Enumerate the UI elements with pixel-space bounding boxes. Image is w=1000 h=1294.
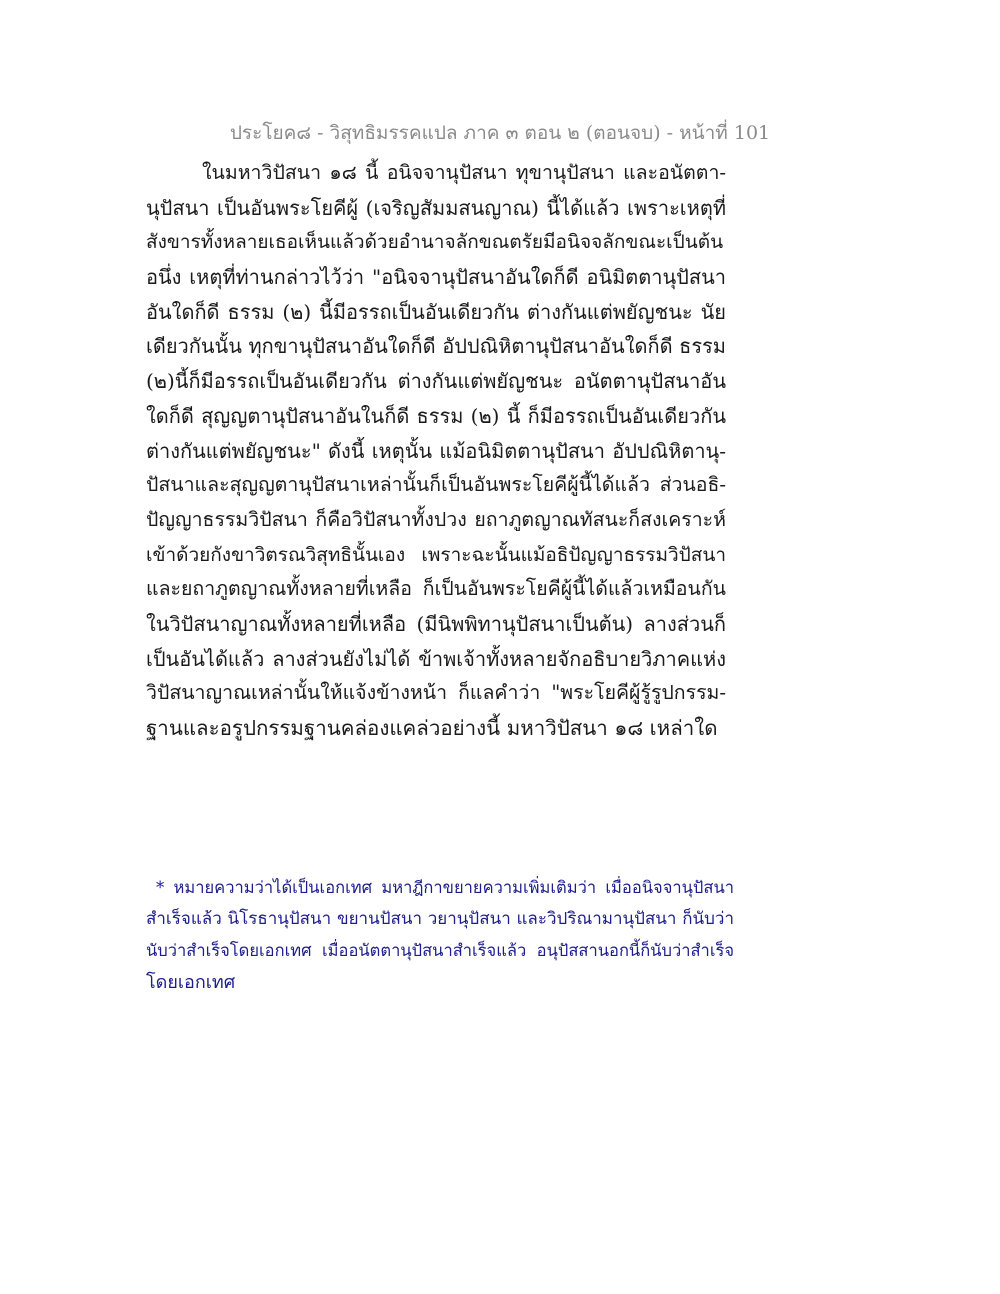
body-line-1: ในมหาวิปัสนา ๑๘ นี้ อนิจจานุปัสนา ทุขานุปัสนา และอนัตตา-	[202, 161, 726, 184]
running-head: ประโยค๘ - วิสุทธิมรรคแปล ภาค ๓ ตอน ๒ (ตอนจบ) - หน้าที่ 101	[229, 122, 771, 144]
body-line-14: ในวิปัสนาญาณทั้งหลายที่เหลือ (มีนิพพิทานุปัสนาเป็นต้น) ลางส่วนก็	[146, 611, 726, 636]
footnote-line-1: * หมายความว่าได้เป็นเอกเทศ มหาฎีกาขยายความเพิ่มเติมว่า เมื่ออนิจจานุปัสนา	[156, 878, 734, 897]
footnote-line-3: นับว่าสำเร็จโดยเอกเทศ เมื่ออนัตตานุปัสนาสำเร็จแล้ว อนุปัสสานอกนี้ก็นับว่าสำเร็จ	[146, 941, 734, 960]
body-line-4: อนึ่ง เหตุที่ท่านกล่าวไว้ว่า "อนิจจานุปัสนาอันใดก็ดี อนิมิตตานุปัสนา	[146, 265, 726, 290]
body-line-11: ปัญญาธรรมวิปัสนา ก็คือวิปัสนาทั้งปวง ยถาภูตญาณทัสนะก็สงเคราะห์	[146, 507, 726, 531]
body-line-5: อันใดก็ดี ธรรม (๒) นี้มีอรรถเป็นอันเดียวกัน ต่างกันแต่พยัญชนะ นัย	[146, 299, 726, 324]
footnote-line-2: สำเร็จแล้ว นิโรธานุปัสนา ขยานปัสนา วยานุปัสนา และวิปริณามานุปัสนา ก็นับว่า	[146, 908, 734, 929]
footnote	[146, 872, 734, 998]
body-line-9: ต่างกันแต่พยัญชนะ" ดังนี้ เหตุนั้น แม้อนิมิตตานุปัสนา อัปปณิหิตานุ-	[146, 438, 726, 463]
body-line-15: เป็นอันได้แล้ว ลางส่วนยังไม่ได้ ข้าพเจ้าทั้งหลายจักอธิบายวิภาคแห่ง	[146, 646, 726, 671]
footnote-line-4: โดยเอกเทศ	[146, 971, 236, 993]
body-line-8: ใดก็ดี สุญญตานุปัสนาอันในก็ดี ธรรม (๒) นี้ ก็มีอรรถเป็นอันเดียวกัน	[146, 403, 726, 428]
body-line-3: สังขารทั้งหลายเธอเห็นแล้วด้วยอำนาจลักขณตรัยมีอนิจจลักขณะเป็นต้น	[146, 231, 724, 254]
body-line-6: เดียวกันนั้น ทุกขานุปัสนาอันใดก็ดี อัปปณิหิตานุปัสนาอันใดก็ดี ธรรม	[146, 334, 726, 359]
body-line-2: นุปัสนา เป็นอันพระโยคีผู้ (เจริญสัมมสนญาณ) นี้ได้แล้ว เพราะเหตุที่	[146, 195, 726, 220]
body-line-12: เข้าด้วยกังขาวิตรณวิสุทธินั้นเอง เพราะฉะนั้นแม้อธิปัญญาธรรมวิปัสนา	[146, 543, 726, 566]
body-line-7: (๒)นี้ก็มีอรรถเป็นอันเดียวกัน ต่างกันแต่พยัญชนะ อนัตตานุปัสนาอัน	[146, 369, 726, 394]
main-paragraph	[146, 156, 726, 746]
body-line-17: ฐานและอรูปกรรมฐานคล่องแคล่วอย่างนี้ มหาวิปัสนา ๑๘ เหล่าใด	[146, 716, 718, 740]
body-line-13: และยถาภูตญาณทั้งหลายที่เหลือ ก็เป็นอันพระโยคีผู้นี้ได้แล้วเหมือนกัน	[146, 577, 726, 601]
body-line-10: ปัสนาและสุญญตานุปัสนาเหล่านั้นก็เป็นอันพระโยคีผู้นี้ได้แล้ว ส่วนอธิ-	[146, 473, 726, 497]
body-line-16: วิปัสนาญาณเหล่านั้นให้แจ้งข้างหน้า ก็แลคำว่า "พระโยคีผู้รู้รูปกรรม-	[146, 681, 726, 705]
